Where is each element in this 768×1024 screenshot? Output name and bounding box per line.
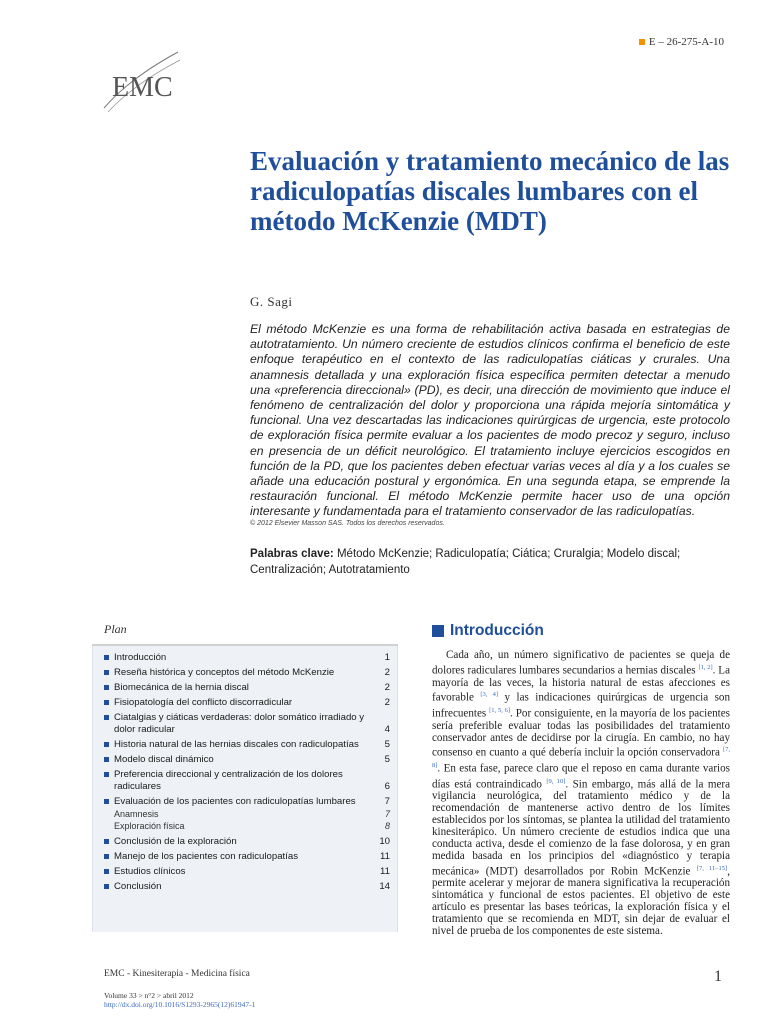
article-reference [639,36,724,48]
bullet-square-icon [104,742,109,747]
bullet-square-icon [104,772,109,777]
bullet-square-icon [104,715,109,720]
plan-item[interactable]: Evaluación de los pacientes con radiculopatías lumbares 7 [104,796,390,808]
bullet-square-icon [104,757,109,762]
citation-link[interactable]: [9, 10] [546,777,566,785]
keywords-list: Método McKenzie; Radiculopatía; Ciática; Cruralgia; Modelo discal; Centralización; Autotratamiento [250,548,681,576]
bullet-square-icon [104,685,109,690]
plan-item[interactable]: Fisiopatología del conflicto discorradicular 2 [104,697,390,709]
plan-item[interactable]: Estudios clínicos 11 [104,866,390,878]
plan-subitem[interactable]: Exploración física 8 [114,821,390,831]
footer-volume: Volume 33 > n°2 > abril 2012 [104,991,194,1000]
plan-item[interactable]: Introducción 1 [104,652,390,664]
citation-link[interactable]: [1, 2] [698,663,713,671]
plan-subitem[interactable]: Anamnesis 7 [114,809,390,819]
citation-link[interactable]: [1, 5, 6] [489,707,511,714]
emc-logo [100,48,180,118]
plan-item[interactable]: Conclusión de la exploración 10 [104,836,390,848]
plan-title: Plan [104,622,127,636]
plan-list [104,652,390,896]
keywords [250,546,730,578]
bullet-square-icon [104,884,109,889]
plan-item[interactable]: Preferencia direccional y centralización de los dolores radiculares 6 [104,769,390,793]
footer-journal: EMC - Kinesiterapia - Medicina física [104,969,250,979]
plan-item[interactable]: Conclusión 14 [104,881,390,893]
plan-item[interactable]: Historia natural de las hernias discales con radiculopatías 5 [104,739,390,751]
article-ref-text: E – 26-275-A-10 [648,36,724,48]
bullet-square-icon [104,670,109,675]
bullet-square-icon [104,700,109,705]
citation-link[interactable]: [3, 4] [480,691,499,699]
plan-box [92,614,398,932]
bullet-square-icon [104,799,109,804]
article-title: Evaluación y tratamiento mecánico de las radiculopatías discales lumbares con el método McKenzie (MDT) [250,146,730,236]
bullet-square-icon [104,839,109,844]
bullet-square-icon [104,854,109,859]
orange-square-icon [639,39,645,45]
intro-paragraph: Cada año, un número significativo de pacientes se queja de dolores radiculares lumbares secundarios a hernias discales [1, 2]. La mayoría de las veces, la historia natural de estas afecciones es favorable [3, 4] y las indicaciones quirúrgicas de urgencia son infrecuentes [1, 5, 6]. Por consiguiente, en la mayoría de los pacientes sería preferible evaluar todas las posibilidades del tratamiento conservador antes de decidirse por la cirugía. En cambio, no hay consenso en cuanto a qué debería incluir la opción conservadora [7, 8]. En esta fase, parece claro que el reposo en cama durante varios días está contraindicado [9, 10]. Sin embargo, más allá de la mera vigilancia neurológica, del tratamiento médico y de la recomendación de mantenerse activo dentro de los límites establecidos por los síntomas, se plantea la utilidad del tratamiento kinesiterápico. Un número creciente de estudios indica que una conducta activa, desde el comienzo de la fase dolorosa, y en gran medida basada en los principios del «diagnóstico y terapia mecánica» (MDT) desarrollados por Robin McKenzie [7, 11–15], permite acelerar y mejorar de manera significativa la recuperación sintomática y funcional de estos pacientes. El objetivo de este artículo es presentar las bases teóricas, la exploración física y el tratamiento que se recomienda en MDT, sin dejar de evaluar el nivel de prueba de los componentes de este sistema. [432,649,730,937]
plan-item[interactable]: Modelo discal dinámico 5 [104,754,390,766]
bullet-square-icon [104,869,109,874]
svg-text:EMC: EMC [112,72,173,103]
bullet-square-icon [104,655,109,660]
plan-item[interactable]: Biomecánica de la hernia discal 2 [104,682,390,694]
plan-item[interactable]: Manejo de los pacientes con radiculopatías 11 [104,851,390,863]
blue-square-icon [432,625,444,637]
keywords-label: Palabras clave: [250,548,334,560]
citation-link[interactable]: [7, 11–15] [696,864,728,872]
plan-item[interactable]: Ciatalgias y ciáticas verdaderas: dolor somático irradiado y dolor radicular 4 [104,712,390,736]
abstract: El método McKenzie es una forma de rehabilitación activa basada en estrategias de autotratamiento. Un número creciente de estudios clínicos confirma el beneficio de este enfoque terapéutico en el contexto de las radiculopatías ciáticas y crurales. Una anamnesis detallada y una exploración física específica permiten detectar a menudo una «preferencia direccional» (PD), es decir, una dirección de movimiento que induce el fenómeno de centralización del dolor y proporciona una rápida mejoría sintomática y funcional. Una vez descartadas las indicaciones quirúrgicas de urgencia, este protocolo de exploración física permite evaluar a los pacientes de modo precoz y seguro, incluso en presencia de un déficit neurológico. El tratamiento incluye ejercicios escogidos en función de la PD, que los pacientes deben efectuar varias veces al día y a los cuales se añade una educación postural y ergonómica. En una segunda etapa, se emprende la restauración funcional. El método McKenzie permite hacer uso de una opción interesante y fundamentada para el tratamiento conservador de las radiculopatías. [250,322,730,519]
footer-doi-link[interactable]: http://dx.doi.org/10.1016/S1293-2965(12)61947-1 [104,1000,256,1009]
section-heading-introduccion: Introducción [432,622,544,640]
plan-item[interactable]: Reseña histórica y conceptos del método McKenzie 2 [104,667,390,679]
copyright: © 2012 Elsevier Masson SAS. Todos los derechos reservados. [250,520,445,527]
emc-logo-icon [100,48,180,118]
citation-link[interactable]: [7, 8] [432,746,730,769]
author-name: G. Sagi [250,294,293,309]
page-number: 1 [714,968,722,985]
